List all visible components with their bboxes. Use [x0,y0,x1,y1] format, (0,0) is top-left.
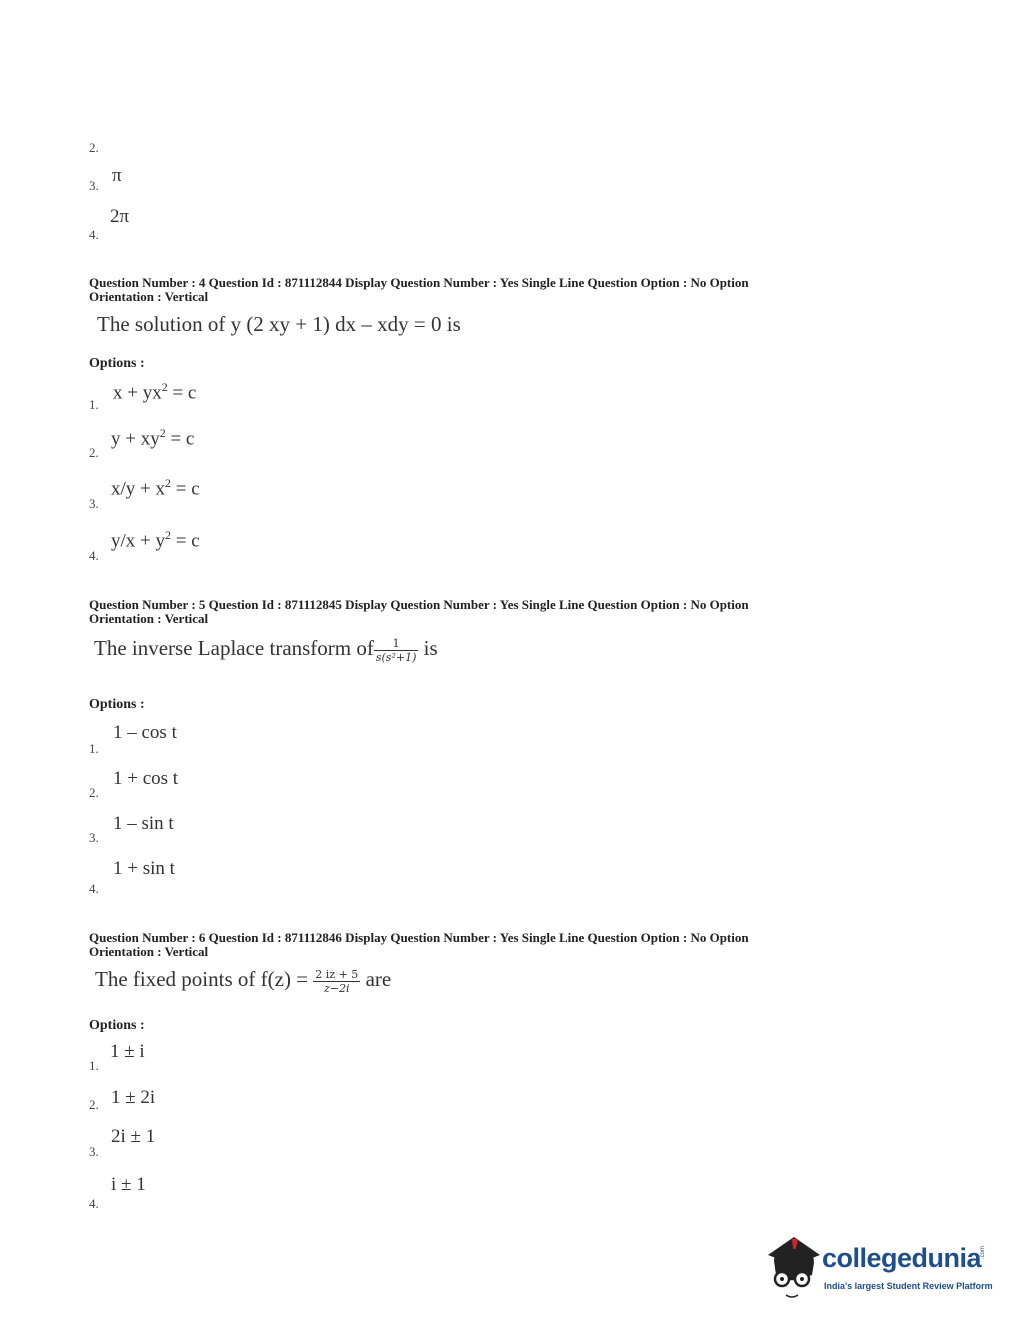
question-stem: The inverse Laplace transform of $\frac{1}{\text{s(s²+1)}}$ is [94,636,438,664]
question-meta: Question Number : 5 Question Id : 871112845 Display Question Number : Yes Single Line Question Option : No Option Orientation : Vertical [89,597,749,626]
option-text: 1 + sin t [113,858,175,879]
option-text: $y + xy^2 = c$ [111,426,195,450]
option-text: 2π [110,206,130,227]
collegedunia-logo [764,1233,993,1305]
question-meta: Question Number : 4 Question Id : 871112844 Display Question Number : Yes Single Line Question Option : No Option Orientation : Vertical [89,275,749,304]
option-number: 4. [89,227,99,242]
option-text: 1 – cos t [113,722,177,743]
question-stem: The solution of y (2 xy + 1) dx – xdy = 0 is [97,312,461,336]
option-number: 2. [89,140,99,155]
option-text: π [112,165,122,186]
logo-suffix: .com [980,1245,986,1259]
option-number: 2. [89,1097,99,1112]
option-number: 4. [89,548,99,563]
option-text: $x + yx^2 = c$ [113,380,197,404]
option-text: 1 ± i [110,1041,145,1062]
option-text: 1 + cos t [113,768,179,789]
option-number: 3. [89,1144,99,1159]
fraction: $\frac{2 iz + 5}{z-2i}$ [315,967,359,995]
option-text: 1 ± 2i [111,1087,156,1108]
mascot-icon [764,1233,822,1305]
option-text: $x/y + x^2 = c$ [111,476,200,500]
options-label: Options : [89,356,145,371]
option-text: 1 – sin t [113,813,174,834]
option-number: 3. [89,830,99,845]
option-number: 3. [89,496,99,511]
option-text: $y/x + y^2 = c$ [111,528,200,552]
option-number: 3. [89,178,99,193]
logo-tagline: India's largest Student Review Platform [824,1281,993,1291]
question-meta: Question Number : 6 Question Id : 871112846 Display Question Number : Yes Single Line Question Option : No Option Orientation : Vertical [89,930,749,959]
option-number: 2. [89,445,99,460]
option-number: 1. [89,1058,99,1073]
option-text: 2i ± 1 [111,1126,156,1147]
option-number: 1. [89,397,99,412]
option-text: i ± 1 [111,1174,146,1195]
option-number: 1. [89,741,99,756]
logo-wordmark: collegedunia [822,1243,982,1273]
fraction: $\frac{1}{\text{s(s²+1)}}$ [375,636,417,664]
option-number: 2. [89,785,99,800]
options-label: Options : [89,697,145,712]
option-number: 4. [89,881,99,896]
question-stem: The fixed points of f(z) = $\frac{2 iz + 5}{z-2i}$ are [95,967,392,995]
option-number: 4. [89,1196,99,1211]
options-label: Options : [89,1018,145,1033]
